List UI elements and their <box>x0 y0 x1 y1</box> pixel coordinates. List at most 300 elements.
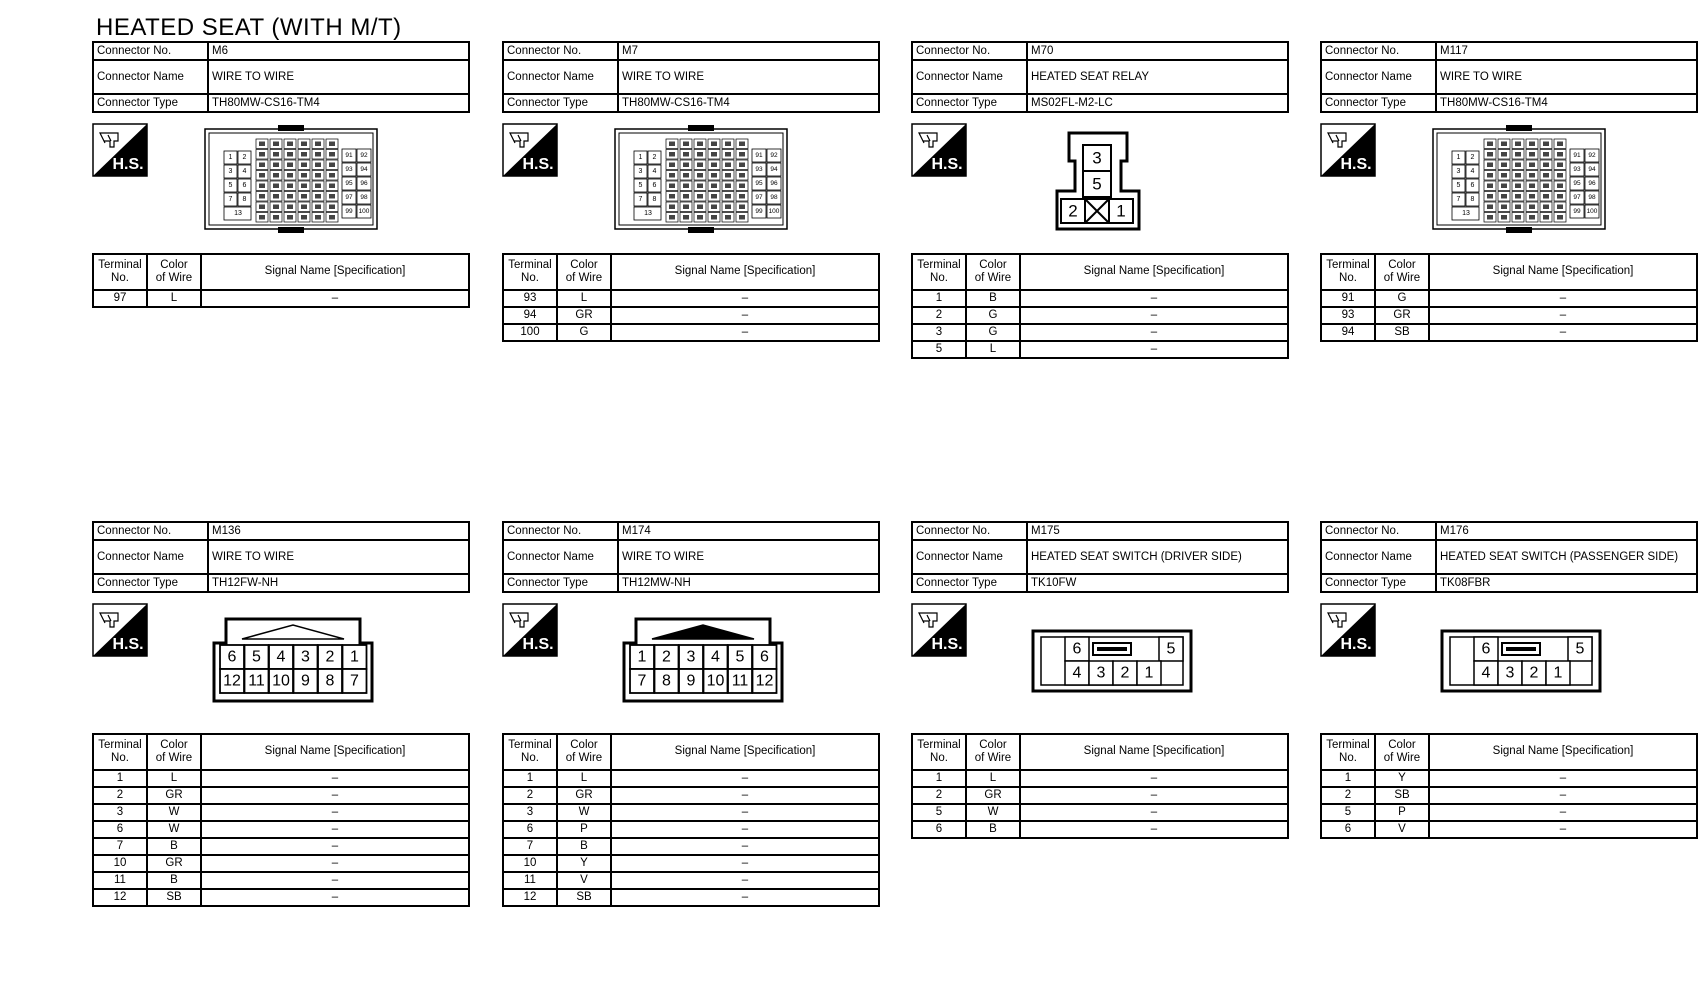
terminal-no: 1 <box>503 770 557 787</box>
color-header: Color of Wire <box>1375 254 1429 290</box>
terminal-no: 91 <box>1321 290 1375 307</box>
table-row <box>912 804 1288 821</box>
pin-mark <box>1557 142 1563 147</box>
connector-name-label: Connector Name <box>503 540 618 574</box>
signal-header: Signal Name [Specification] <box>1020 734 1288 770</box>
pin-mark <box>1515 184 1521 189</box>
connector-name-label: Connector Name <box>93 540 208 574</box>
pin-mark <box>259 163 265 168</box>
pin-label: 13 <box>1462 210 1470 217</box>
connector-name-value: WIRE TO WIRE <box>618 540 879 574</box>
pin-mark <box>1543 173 1549 178</box>
pin-label: 96 <box>360 180 368 187</box>
connector-type-value: TK10FW <box>1027 574 1288 592</box>
pin-mark <box>1501 215 1507 220</box>
signal-name: – <box>1429 804 1697 821</box>
pin-mark <box>1557 194 1563 199</box>
pin-label: 91 <box>755 152 763 159</box>
wire-color: SB <box>1375 324 1429 341</box>
pin-label: 4 <box>711 648 720 666</box>
signal-header: Signal Name [Specification] <box>201 254 469 290</box>
table-row <box>93 290 469 307</box>
connector-header-table <box>1320 41 1698 113</box>
connector-name-label: Connector Name <box>503 60 618 94</box>
heated-seat-icon <box>92 123 148 177</box>
pin-mark <box>725 194 731 199</box>
pin-mark <box>315 215 321 220</box>
pin-mark <box>711 205 717 210</box>
pin-mark <box>259 205 265 210</box>
connector-block-m176 <box>1320 521 1698 839</box>
pin-mark <box>329 205 335 210</box>
relay-connector-diagram <box>1053 131 1143 231</box>
pin-mark <box>1557 215 1563 220</box>
pin-mark <box>683 173 689 178</box>
pin-label: 3 <box>1096 664 1106 682</box>
signal-name: – <box>201 770 469 787</box>
heated-seat-icon <box>1320 603 1376 657</box>
pin-mark <box>725 173 731 178</box>
pin-mark <box>739 205 745 210</box>
connector-diagram-area <box>911 113 1289 253</box>
pin-mark <box>669 215 675 220</box>
connector-header-table <box>911 521 1289 593</box>
terminal-no: 1 <box>912 290 966 307</box>
pin-mark <box>1501 152 1507 157</box>
switch-connector-diagram <box>1031 629 1193 693</box>
terminal-no: 5 <box>912 341 966 358</box>
color-header: Color of Wire <box>557 734 611 770</box>
color-header: Color of Wire <box>966 734 1020 770</box>
table-row <box>1321 804 1697 821</box>
pin-label: 7 <box>637 672 647 690</box>
pin-mark <box>725 152 731 157</box>
pin-mark <box>301 184 307 189</box>
pin-label: 2 <box>1120 664 1130 682</box>
table-row <box>503 821 879 838</box>
table-row <box>503 804 879 821</box>
pin-mark <box>1501 194 1507 199</box>
signal-name: – <box>1020 290 1288 307</box>
pin-mark <box>259 184 265 189</box>
heated-seat-icon <box>502 603 558 657</box>
pin-mark <box>669 142 675 147</box>
pin-mark <box>1529 142 1535 147</box>
pin-mark <box>1487 215 1493 220</box>
pin-label: 96 <box>1588 180 1596 187</box>
table-row <box>1321 307 1697 324</box>
connector-no-value: M7 <box>618 42 879 60</box>
connector-header-table <box>92 521 470 593</box>
connector-type-label: Connector Type <box>503 94 618 112</box>
signal-name: – <box>611 838 879 855</box>
pin-label: 4 <box>242 168 247 175</box>
signal-header: Signal Name [Specification] <box>201 734 469 770</box>
pin-label: 9 <box>686 672 696 690</box>
pin-label: 1 <box>1144 664 1154 682</box>
wire-color: B <box>147 838 201 855</box>
table-row <box>93 872 469 889</box>
pin-mark <box>1529 173 1535 178</box>
switch-connector-diagram <box>1440 629 1602 693</box>
pin-label: 91 <box>1573 152 1581 159</box>
table-row <box>93 787 469 804</box>
pin-label: 9 <box>301 672 310 690</box>
pin-label: 6 <box>1470 182 1475 189</box>
connector-block-m7 <box>502 41 880 342</box>
pin-mark <box>273 205 279 210</box>
table-row <box>1321 770 1697 787</box>
connector-type-label: Connector Type <box>912 574 1027 592</box>
pin-label: 3 <box>1505 664 1515 682</box>
pin-mark <box>683 142 689 147</box>
terminal-no: 2 <box>1321 787 1375 804</box>
hs-label: H.S. <box>1340 636 1372 653</box>
connector-header-table <box>92 41 470 113</box>
pin-label: 4 <box>652 168 657 175</box>
pin-mark <box>1543 184 1549 189</box>
signal-name: – <box>1429 307 1697 324</box>
pin-label: 3 <box>1092 148 1102 168</box>
pin-mark <box>315 184 321 189</box>
pin-mark <box>287 215 293 220</box>
connector-no-value: M176 <box>1436 522 1697 540</box>
pin-mark <box>1501 184 1507 189</box>
pin-mark <box>669 173 675 178</box>
table-row <box>503 838 879 855</box>
connector-no-label: Connector No. <box>503 522 618 540</box>
pin-mark <box>329 173 335 178</box>
connector-80pin-diagram <box>1432 125 1608 233</box>
connector-name-value: HEATED SEAT RELAY <box>1027 60 1288 94</box>
connector-no-label: Connector No. <box>93 522 208 540</box>
terminal-no: 2 <box>503 787 557 804</box>
table-row <box>93 770 469 787</box>
pin-label: 94 <box>360 166 368 173</box>
pin-mark <box>1543 163 1549 168</box>
terminal-no: 1 <box>93 770 147 787</box>
wire-color: W <box>557 804 611 821</box>
table-row <box>1321 787 1697 804</box>
connector-name-label: Connector Name <box>912 540 1027 574</box>
signal-name: – <box>1020 770 1288 787</box>
color-header: Color of Wire <box>966 254 1020 290</box>
pin-label: 1 <box>1456 154 1461 161</box>
connector-diagram-area <box>92 113 470 253</box>
connector-diagram-area <box>502 113 880 253</box>
pin-mark <box>725 163 731 168</box>
table-row <box>503 787 879 804</box>
pin-mark <box>669 163 675 168</box>
pin-label: 8 <box>662 672 671 690</box>
wire-color: V <box>1375 821 1429 838</box>
connector-name-value: HEATED SEAT SWITCH (DRIVER SIDE) <box>1027 540 1288 574</box>
connector-name-label: Connector Name <box>912 60 1027 94</box>
table-row <box>93 821 469 838</box>
connector-header-table <box>502 521 880 593</box>
connector-no-label: Connector No. <box>912 42 1027 60</box>
pin-mark <box>711 152 717 157</box>
pin-mark <box>1557 163 1563 168</box>
pin-mark <box>1557 152 1563 157</box>
terminal-no: 93 <box>503 290 557 307</box>
pin-mark <box>739 215 745 220</box>
pin-label: 13 <box>644 210 652 217</box>
pin-mark <box>1529 184 1535 189</box>
terminal-no: 100 <box>503 324 557 341</box>
terminal-no: 1 <box>1321 770 1375 787</box>
signal-name: – <box>611 855 879 872</box>
terminal-header: Terminal No. <box>1321 734 1375 770</box>
connector-12pin-diagram <box>622 617 784 703</box>
wire-color: W <box>147 821 201 838</box>
pin-mark <box>329 194 335 199</box>
pin-mark <box>711 173 717 178</box>
pin-mark <box>711 184 717 189</box>
terminal-header: Terminal No. <box>912 254 966 290</box>
pin-label: 11 <box>248 672 265 690</box>
pin-mark <box>301 194 307 199</box>
pin-mark <box>273 152 279 157</box>
terminal-no: 3 <box>912 324 966 341</box>
wire-color: V <box>557 872 611 889</box>
pin-label: 5 <box>1092 174 1102 194</box>
color-header: Color of Wire <box>1375 734 1429 770</box>
pin-mark <box>669 205 675 210</box>
pin-mark <box>1543 152 1549 157</box>
connector-type-value: TH80MW-CS16-TM4 <box>1436 94 1697 112</box>
table-row <box>912 770 1288 787</box>
signal-name: – <box>1429 787 1697 804</box>
pin-label: 13 <box>234 210 242 217</box>
signal-name: – <box>201 838 469 855</box>
connector-name-value: WIRE TO WIRE <box>208 60 469 94</box>
pin-mark <box>1515 194 1521 199</box>
connector-no-label: Connector No. <box>503 42 618 60</box>
table-row <box>93 838 469 855</box>
pin-mark <box>315 194 321 199</box>
signal-name: – <box>201 787 469 804</box>
pin-label: 94 <box>1588 166 1596 173</box>
wire-color: SB <box>147 889 201 906</box>
table-row <box>1321 290 1697 307</box>
wire-color: Y <box>1375 770 1429 787</box>
pin-label: 4 <box>276 648 286 666</box>
signal-name: – <box>611 787 879 804</box>
terminal-no: 12 <box>503 889 557 906</box>
pin-mark <box>287 152 293 157</box>
pin-label: 12 <box>755 672 774 690</box>
table-row <box>503 872 879 889</box>
pin-label: 4 <box>1072 664 1082 682</box>
pin-label: 3 <box>1456 168 1461 175</box>
connector-name-label: Connector Name <box>93 60 208 94</box>
pin-mark <box>1487 173 1493 178</box>
pin-mark <box>1515 205 1521 210</box>
hs-label: H.S. <box>112 636 144 653</box>
connector-no-value: M117 <box>1436 42 1697 60</box>
pin-label: 97 <box>1573 194 1581 201</box>
wire-color: GR <box>147 787 201 804</box>
pin-mark <box>1529 194 1535 199</box>
connector-name-value: HEATED SEAT SWITCH (PASSENGER SIDE) <box>1436 540 1697 574</box>
pin-label: 2 <box>1068 201 1078 221</box>
signal-name: – <box>201 804 469 821</box>
pin-label: 99 <box>345 208 353 215</box>
pin-label: 95 <box>1573 180 1581 187</box>
connector-type-value: TH12MW-NH <box>618 574 879 592</box>
wire-color: P <box>1375 804 1429 821</box>
hs-label: H.S. <box>1340 156 1372 173</box>
table-row <box>503 889 879 906</box>
pin-mark <box>1557 173 1563 178</box>
connector-12pin-diagram <box>212 617 374 703</box>
pin-mark <box>1557 205 1563 210</box>
connector-type-value: TH80MW-CS16-TM4 <box>618 94 879 112</box>
signal-name: – <box>1429 770 1697 787</box>
pin-mark <box>287 173 293 178</box>
pin-mark <box>301 215 307 220</box>
pin-mark <box>287 184 293 189</box>
heated-seat-icon <box>92 603 148 657</box>
pin-label: 2 <box>652 154 657 161</box>
connector-type-value: TK08FBR <box>1436 574 1697 592</box>
pin-mark <box>725 184 731 189</box>
pin-label: 92 <box>360 152 368 159</box>
connector-no-value: M174 <box>618 522 879 540</box>
pin-label: 3 <box>638 168 643 175</box>
pin-mark <box>711 142 717 147</box>
pin-label: 2 <box>662 648 671 666</box>
pin-label: 2 <box>1529 664 1539 682</box>
connector-name-value: WIRE TO WIRE <box>208 540 469 574</box>
signal-name: – <box>611 307 879 324</box>
table-row <box>912 821 1288 838</box>
wire-color: G <box>966 307 1020 324</box>
pin-mark <box>329 184 335 189</box>
connector-no-value: M136 <box>208 522 469 540</box>
pin-label: 10 <box>706 672 725 690</box>
pin-mark <box>1487 152 1493 157</box>
connector-type-label: Connector Type <box>1321 94 1436 112</box>
connector-type-label: Connector Type <box>1321 574 1436 592</box>
pin-mark <box>1487 205 1493 210</box>
signal-header: Signal Name [Specification] <box>1429 254 1697 290</box>
table-row <box>93 855 469 872</box>
pin-label: 7 <box>350 672 359 690</box>
pin-mark <box>1543 215 1549 220</box>
pin-label: 91 <box>345 152 353 159</box>
connector-type-label: Connector Type <box>93 94 208 112</box>
pin-label: 97 <box>755 194 763 201</box>
pin-mark <box>259 173 265 178</box>
pin-label: 99 <box>755 208 763 215</box>
terminal-no: 6 <box>1321 821 1375 838</box>
pin-mark <box>329 142 335 147</box>
table-row <box>503 324 879 341</box>
pin-mark <box>739 194 745 199</box>
pin-mark <box>697 163 703 168</box>
connector-no-label: Connector No. <box>912 522 1027 540</box>
signal-name: – <box>611 324 879 341</box>
pin-label: 8 <box>652 196 657 203</box>
pin-mark <box>669 194 675 199</box>
wire-color: SB <box>1375 787 1429 804</box>
pin-mark <box>301 163 307 168</box>
pin-label: 6 <box>227 648 237 666</box>
table-row <box>503 770 879 787</box>
signal-name: – <box>201 855 469 872</box>
pin-label: 3 <box>301 648 310 666</box>
pin-label: 92 <box>1588 152 1596 159</box>
pin-mark <box>1487 184 1493 189</box>
signal-name: – <box>611 889 879 906</box>
pin-mark <box>301 173 307 178</box>
table-row <box>912 307 1288 324</box>
connector-no-label: Connector No. <box>93 42 208 60</box>
terminal-no: 93 <box>1321 307 1375 324</box>
connector-block-m174 <box>502 521 880 907</box>
pin-mark <box>683 215 689 220</box>
connector-type-label: Connector Type <box>93 574 208 592</box>
pin-label: 5 <box>735 648 745 666</box>
signal-header: Signal Name [Specification] <box>1020 254 1288 290</box>
pin-mark <box>683 184 689 189</box>
pin-mark <box>683 205 689 210</box>
pin-mark <box>1487 194 1493 199</box>
pin-mark <box>697 152 703 157</box>
connector-diagram-area <box>502 593 880 733</box>
pin-label: 96 <box>770 180 778 187</box>
hs-label: H.S. <box>931 636 963 653</box>
connector-name-label: Connector Name <box>1321 540 1436 574</box>
hs-label: H.S. <box>522 156 554 173</box>
pin-label: 93 <box>345 166 353 173</box>
connector-80pin-diagram <box>204 125 380 233</box>
pin-mark <box>1501 205 1507 210</box>
connector-diagram-area <box>911 593 1289 733</box>
pin-label: 1 <box>1553 664 1563 682</box>
terminal-no: 6 <box>912 821 966 838</box>
pin-label: 6 <box>652 182 657 189</box>
connector-type-value: MS02FL-M2-LC <box>1027 94 1288 112</box>
terminal-table <box>1320 733 1698 839</box>
terminal-no: 12 <box>93 889 147 906</box>
pin-mark <box>739 142 745 147</box>
color-header: Color of Wire <box>557 254 611 290</box>
pin-label: 92 <box>770 152 778 159</box>
connector-no-value: M6 <box>208 42 469 60</box>
terminal-no: 5 <box>1321 804 1375 821</box>
pin-label: 100 <box>768 208 780 215</box>
pin-mark <box>259 142 265 147</box>
signal-header: Signal Name [Specification] <box>611 734 879 770</box>
connector-header-table <box>1320 521 1698 593</box>
pin-label: 1 <box>1116 201 1126 221</box>
pin-label: 5 <box>1456 182 1461 189</box>
terminal-no: 2 <box>912 787 966 804</box>
color-header: Color of Wire <box>147 734 201 770</box>
connector-name-value: WIRE TO WIRE <box>1436 60 1697 94</box>
wire-color: B <box>147 872 201 889</box>
pin-label: 12 <box>223 672 241 690</box>
pin-mark <box>315 173 321 178</box>
pin-mark <box>725 215 731 220</box>
pin-mark <box>1501 173 1507 178</box>
terminal-no: 1 <box>912 770 966 787</box>
connector-diagram-area <box>92 593 470 733</box>
pin-mark <box>273 142 279 147</box>
